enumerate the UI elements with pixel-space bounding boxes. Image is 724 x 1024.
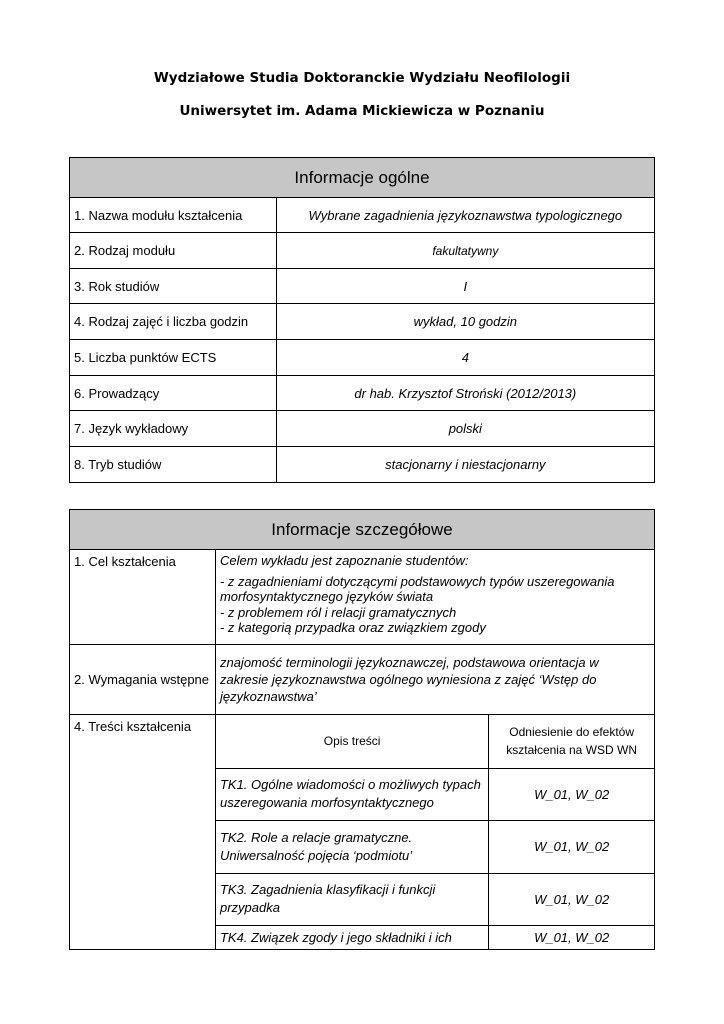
- general-row-value: I: [276, 269, 654, 304]
- content-col-desc-header: Opis treści: [216, 715, 489, 768]
- general-row-value: 4: [276, 340, 654, 376]
- general-row: [70, 447, 655, 483]
- general-info-title: Informacje ogólne: [70, 158, 655, 198]
- content-item-desc: TK4. Związek zgody i jego składniki i ich: [216, 925, 489, 949]
- detailed-info-title: Informacje szczegółowe: [70, 510, 655, 550]
- content-col-ref-header: Odniesienie do efektów kształcenia na WSD WN: [489, 715, 654, 768]
- requirements-row: [70, 645, 655, 715]
- general-row: [70, 198, 655, 233]
- header-line-1: Wydziałowe Studia Doktoranckie Wydziału Neofilologii: [153, 70, 571, 86]
- detailed-info-table: [69, 509, 655, 950]
- content-item: [216, 873, 654, 925]
- goal-label: 1. Cel kształcenia: [70, 550, 216, 645]
- content-item-desc: TK3. Zagadnienia klasyfikacji i funkcji przypadka: [216, 873, 489, 925]
- header-line-2: Uniwersytet im. Adama Mickiewicza w Poznaniu: [179, 103, 545, 119]
- content-item: [216, 925, 654, 949]
- content-item-ref: W_01, W_02: [489, 768, 654, 820]
- general-row: [70, 411, 655, 447]
- requirements-label: 2. Wymagania wstępne: [70, 645, 216, 715]
- content-item-ref: W_01, W_02: [489, 925, 654, 949]
- content-label: 4. Treści kształcenia: [70, 715, 216, 950]
- general-row-value: wykład, 10 godzin: [276, 304, 654, 340]
- general-row: [70, 340, 655, 376]
- general-row-value: polski: [276, 411, 654, 447]
- general-row: [70, 269, 655, 304]
- general-row: [70, 304, 655, 340]
- general-row-label: 6. Prowadzący: [70, 376, 277, 411]
- content-item-desc: TK2. Role a relacje gramatyczne. Uniwersalność pojęcia ‘podmiotu’: [216, 820, 489, 873]
- goal-content: [215, 550, 654, 645]
- general-row-value: fakultatywny: [276, 233, 654, 269]
- content-item-ref: W_01, W_02: [489, 820, 654, 873]
- requirements-text: znajomość terminologii językoznawczej, podstawowa orientacja w zakresie językoznawstwa ogólnego wyniesiona z zajęć ‘Wstęp do językoznawstwa’: [215, 645, 654, 715]
- content-item-ref: W_01, W_02: [489, 873, 654, 925]
- content-cell: [215, 715, 654, 950]
- general-row-label: 8. Tryb studiów: [70, 447, 277, 483]
- general-row-value: dr hab. Krzysztof Stroński (2012/2013): [276, 376, 654, 411]
- general-row-label: 2. Rodzaj modułu: [70, 233, 277, 269]
- general-row-label: 1. Nazwa modułu kształcenia: [70, 198, 277, 233]
- content-table: [216, 715, 654, 949]
- general-row-value: stacjonarny i niestacjonarny: [276, 447, 654, 483]
- content-item: [216, 768, 654, 820]
- general-row: [70, 376, 655, 411]
- general-row-label: 5. Liczba punktów ECTS: [70, 340, 277, 376]
- goal-item: - z zagadnieniami dotyczącymi podstawowych typów uszeregowania morfosyntaktycznego języków świata: [219, 573, 615, 604]
- content-item-desc: TK1. Ogólne wiadomości o możliwych typach uszeregowania morfosyntaktycznego: [216, 768, 489, 820]
- general-row-label: 4. Rodzaj zajęć i liczba godzin: [70, 304, 277, 340]
- content-row: [70, 715, 655, 950]
- content-item: [216, 820, 654, 873]
- general-row-value: Wybrane zagadnienia językoznawstwa typologicznego: [276, 198, 654, 233]
- general-row: [70, 233, 655, 269]
- goal-row: [70, 550, 655, 645]
- general-row-label: 3. Rok studiów: [70, 269, 277, 304]
- goal-item: - z kategorią przypadka oraz związkiem zgody: [219, 620, 486, 635]
- goal-item: - z problemem ról i relacji gramatycznych: [219, 604, 457, 620]
- goal-intro: Celem wykładu jest zapoznanie studentów:: [219, 553, 469, 568]
- general-row-label: 7. Język wykładowy: [70, 411, 277, 447]
- general-info-table: [69, 157, 655, 483]
